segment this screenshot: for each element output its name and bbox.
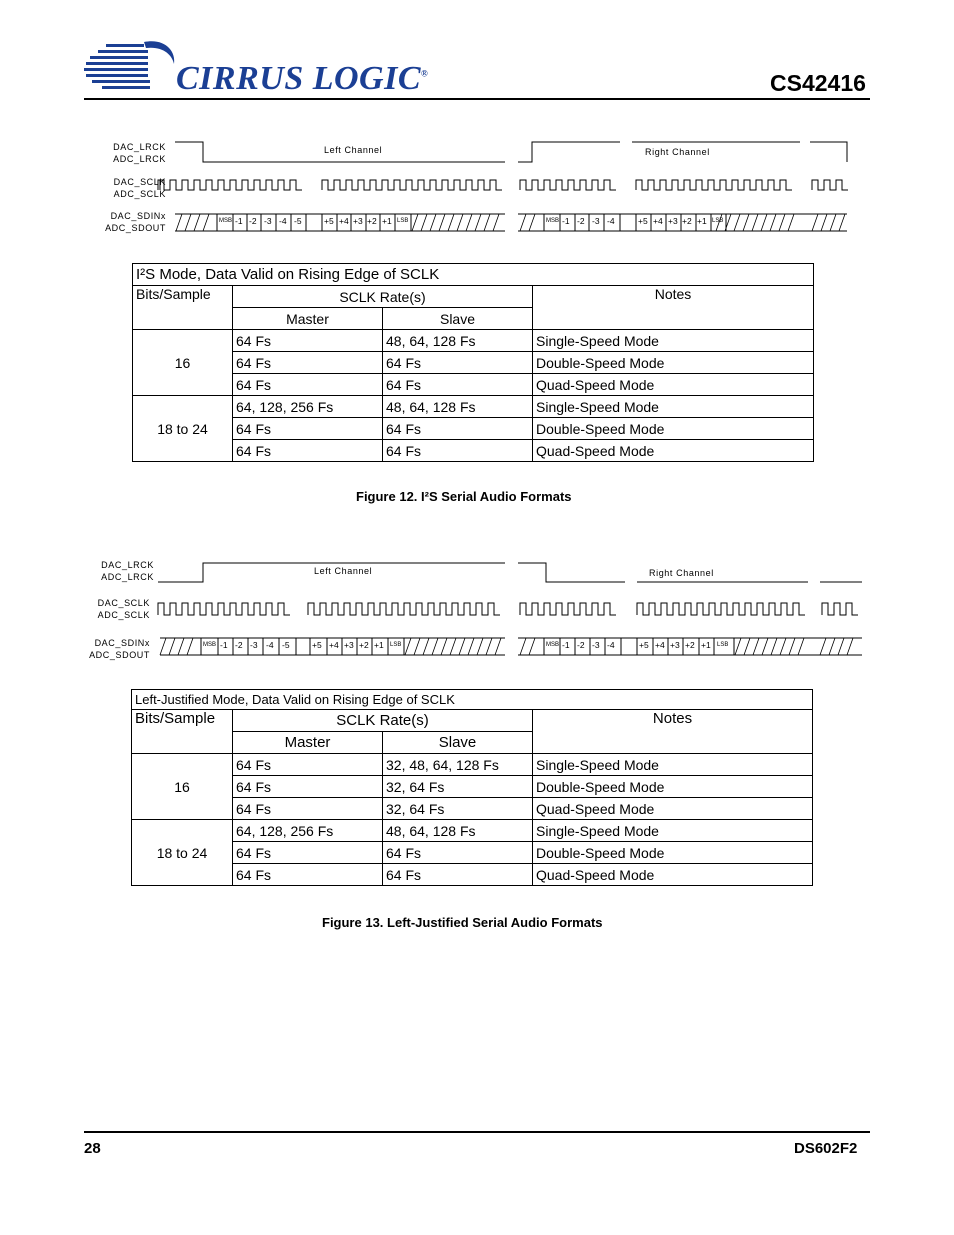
bit-label: -2: [577, 216, 585, 226]
bus-hatch: [812, 214, 818, 231]
bus-hatch: [839, 214, 845, 231]
sclk-pulse-train: [158, 180, 302, 190]
bit-label: -1: [235, 216, 243, 226]
bus-hatch: [752, 214, 758, 231]
footer-rule: [84, 1131, 870, 1133]
bus-hatch: [495, 638, 501, 655]
cell: 64, 128, 256 Fs: [233, 820, 383, 842]
bus-hatch: [441, 638, 447, 655]
col-bits: Bits/Sample: [133, 286, 233, 330]
sclk-pulse-train: [822, 603, 858, 615]
bit-label: +4: [339, 216, 349, 226]
bit-label: LSB: [397, 218, 409, 224]
cell: 48, 64, 128 Fs: [383, 330, 533, 352]
bus-hatch: [829, 638, 835, 655]
fig12-sclk-label: DAC_SCLK ADC_SCLK: [113, 177, 166, 199]
cell: Double-Speed Mode: [533, 418, 814, 440]
bus-hatch: [448, 214, 454, 231]
bus-hatch: [176, 214, 182, 231]
bit-label: +1: [374, 640, 384, 650]
col-notes: Notes: [533, 710, 813, 754]
col-sclk: SCLK Rate(s): [233, 710, 533, 732]
bit-label: +4: [655, 640, 665, 650]
cell: 64 Fs: [233, 842, 383, 864]
company-logo: CIRRUS LOGIC®: [176, 60, 429, 97]
bus-hatch: [477, 638, 483, 655]
cell: 32, 48, 64, 128 Fs: [383, 754, 533, 776]
bus-hatch: [753, 638, 759, 655]
doc-id: DS602F2: [794, 1140, 858, 1157]
cell: 64 Fs: [383, 864, 533, 886]
group-18-24: 18 to 24: [132, 820, 233, 886]
col-sclk: SCLK Rate(s): [233, 286, 533, 308]
cell: Single-Speed Mode: [533, 396, 814, 418]
bit-label: MSB: [219, 218, 233, 224]
group-18-24: 18 to 24: [133, 396, 233, 462]
fig12-waveforms: [0, 130, 954, 240]
col-notes: Notes: [533, 286, 814, 330]
bit-label: +5: [639, 640, 649, 650]
cell: Single-Speed Mode: [533, 754, 813, 776]
fig13-left-channel: Left Channel: [314, 566, 373, 576]
bit-label: +4: [329, 640, 339, 650]
bus-hatch: [520, 214, 526, 231]
bus-hatch: [178, 638, 184, 655]
header-rule: [84, 98, 870, 100]
bus-hatch: [735, 638, 741, 655]
bit-label: -2: [249, 216, 257, 226]
bit-label: -1: [562, 216, 570, 226]
bus-hatch: [529, 214, 535, 231]
bus-hatch: [414, 638, 420, 655]
table-title: Left-Justified Mode, Data Valid on Rising Edge of SCLK: [132, 690, 813, 710]
page-number: 28: [84, 1140, 101, 1157]
bus-hatch: [821, 214, 827, 231]
bus-hatch: [493, 214, 499, 231]
bit-label: -5: [282, 640, 290, 650]
cell: 64 Fs: [233, 440, 383, 462]
bit-label: +1: [697, 216, 707, 226]
fig12-sdin-label: DAC_SDINx ADC_SDOUT: [105, 211, 166, 233]
bus-hatch: [203, 214, 209, 231]
cell: Quad-Speed Mode: [533, 374, 814, 396]
fig13-sdin-label: DAC_SDINx ADC_SDOUT: [89, 638, 150, 660]
bit-label: +5: [312, 640, 322, 650]
fig13-right-channel: Right Channel: [649, 568, 714, 578]
table-row: [132, 842, 813, 864]
table-row: [132, 820, 813, 842]
bit-label: +2: [367, 216, 377, 226]
fig13-lrck-label: DAC_LRCK ADC_LRCK: [101, 560, 154, 582]
cell: 48, 64, 128 Fs: [383, 820, 533, 842]
cell: 64 Fs: [383, 842, 533, 864]
sclk-pulse-train: [520, 180, 616, 190]
bus-hatch: [847, 638, 853, 655]
bus-hatch: [838, 638, 844, 655]
bus-hatch: [789, 638, 795, 655]
table-row: [133, 418, 814, 440]
table-row: [132, 776, 813, 798]
bit-label: +3: [668, 216, 678, 226]
cell: Quad-Speed Mode: [533, 440, 814, 462]
bus-hatch: [770, 214, 776, 231]
cell: Double-Speed Mode: [533, 352, 814, 374]
cell: Quad-Speed Mode: [533, 798, 813, 820]
table-row: [133, 330, 814, 352]
fig12-lrck-label: DAC_LRCK ADC_LRCK: [113, 142, 166, 164]
bus-hatch: [432, 638, 438, 655]
table-row: [133, 440, 814, 462]
col-master: Master: [233, 732, 383, 754]
bus-hatch: [160, 638, 166, 655]
bit-label: -3: [250, 640, 258, 650]
cell: 64 Fs: [233, 418, 383, 440]
bit-label: -3: [264, 216, 272, 226]
cell: 64 Fs: [233, 798, 383, 820]
bit-label: -1: [562, 640, 570, 650]
bit-label: +2: [685, 640, 695, 650]
cell: 64 Fs: [233, 374, 383, 396]
bus-hatch: [421, 214, 427, 231]
bus-hatch: [788, 214, 794, 231]
bit-label: -4: [279, 216, 287, 226]
bus-hatch: [761, 214, 767, 231]
cell: 64 Fs: [383, 418, 533, 440]
bit-label: -4: [607, 640, 615, 650]
bus-hatch: [798, 638, 804, 655]
bus-hatch: [520, 638, 526, 655]
cell: 32, 64 Fs: [383, 776, 533, 798]
bit-label: -5: [294, 216, 302, 226]
fig13-sclk-label: DAC_SCLK ADC_SCLK: [97, 598, 150, 620]
part-number: CS42416: [770, 70, 866, 96]
bus-hatch: [734, 214, 740, 231]
cell: 64 Fs: [383, 440, 533, 462]
bit-label: -3: [592, 640, 600, 650]
sclk-pulse-train: [520, 603, 616, 615]
cell: Single-Speed Mode: [533, 330, 814, 352]
bit-label: LSB: [390, 642, 402, 648]
table-row: [133, 374, 814, 396]
cell: 64 Fs: [383, 352, 533, 374]
bus-hatch: [439, 214, 445, 231]
bit-label: LSB: [712, 218, 724, 224]
table-row: [132, 864, 813, 886]
fig12-caption: Figure 12. I²S Serial Audio Formats: [356, 489, 572, 504]
col-slave: Slave: [383, 308, 533, 330]
table-row: [132, 798, 813, 820]
cell: 64, 128, 256 Fs: [233, 396, 383, 418]
bus-hatch: [779, 214, 785, 231]
cell: 64 Fs: [233, 754, 383, 776]
bus-hatch: [830, 214, 836, 231]
cell: 64 Fs: [233, 352, 383, 374]
sclk-pulse-train: [308, 603, 500, 615]
bus-hatch: [412, 214, 418, 231]
group-16: 16: [133, 330, 233, 396]
bit-label: -3: [592, 216, 600, 226]
cell: 64 Fs: [233, 864, 383, 886]
cell: 64 Fs: [233, 776, 383, 798]
table-row: [133, 396, 814, 418]
group-16: 16: [132, 754, 233, 820]
bus-hatch: [430, 214, 436, 231]
bus-hatch: [457, 214, 463, 231]
table-row: [133, 352, 814, 374]
fig12-right-channel: Right Channel: [645, 147, 710, 157]
bus-hatch: [194, 214, 200, 231]
fig13-format-table: [131, 689, 813, 886]
cell: 64 Fs: [383, 374, 533, 396]
sclk-pulse-train: [637, 603, 805, 615]
bit-label: -1: [220, 640, 228, 650]
bit-label: +1: [701, 640, 711, 650]
bit-label: +3: [353, 216, 363, 226]
cell: Quad-Speed Mode: [533, 864, 813, 886]
cell: 48, 64, 128 Fs: [383, 396, 533, 418]
bit-label: MSB: [546, 642, 560, 648]
bit-label: -4: [607, 216, 615, 226]
bus-hatch: [423, 638, 429, 655]
col-master: Master: [233, 308, 383, 330]
bus-hatch: [744, 638, 750, 655]
fig13-caption: Figure 13. Left-Justified Serial Audio Formats: [322, 915, 603, 930]
bit-label: +1: [382, 216, 392, 226]
bus-hatch: [486, 638, 492, 655]
sclk-pulse-train: [158, 603, 290, 615]
cell: Single-Speed Mode: [533, 820, 813, 842]
bit-label: LSB: [717, 642, 729, 648]
bus-hatch: [466, 214, 472, 231]
table-title: I²S Mode, Data Valid on Rising Edge of SCLK: [133, 264, 814, 286]
bit-label: +3: [670, 640, 680, 650]
bus-hatch: [459, 638, 465, 655]
bus-hatch: [468, 638, 474, 655]
bit-label: MSB: [203, 642, 217, 648]
cell: Double-Speed Mode: [533, 842, 813, 864]
bus-hatch: [484, 214, 490, 231]
cell: 64 Fs: [233, 330, 383, 352]
bus-hatch: [405, 638, 411, 655]
bit-label: -2: [235, 640, 243, 650]
bit-label: MSB: [546, 218, 560, 224]
bus-hatch: [743, 214, 749, 231]
bit-label: -2: [577, 640, 585, 650]
bus-hatch: [475, 214, 481, 231]
bit-label: +3: [344, 640, 354, 650]
bit-label: +5: [324, 216, 334, 226]
bus-hatch: [820, 638, 826, 655]
sclk-pulse-train: [812, 180, 848, 190]
bit-label: +4: [653, 216, 663, 226]
cell: 32, 64 Fs: [383, 798, 533, 820]
sclk-pulse-train: [322, 180, 502, 190]
logo-swoosh-icon: [84, 38, 176, 98]
bus-hatch: [529, 638, 535, 655]
col-slave: Slave: [383, 732, 533, 754]
table-row: [132, 754, 813, 776]
fig13-waveforms: [0, 550, 954, 665]
bus-hatch: [187, 638, 193, 655]
bit-label: +2: [359, 640, 369, 650]
bus-hatch: [169, 638, 175, 655]
bit-label: -4: [266, 640, 274, 650]
col-bits: Bits/Sample: [132, 710, 233, 754]
bus-hatch: [185, 214, 191, 231]
bit-label: +2: [682, 216, 692, 226]
fig12-left-channel: Left Channel: [324, 145, 383, 155]
bus-hatch: [771, 638, 777, 655]
bus-hatch: [450, 638, 456, 655]
bus-hatch: [762, 638, 768, 655]
cell: Double-Speed Mode: [533, 776, 813, 798]
bus-hatch: [780, 638, 786, 655]
fig12-format-table: [132, 263, 814, 462]
bit-label: +5: [638, 216, 648, 226]
sclk-pulse-train: [636, 180, 792, 190]
